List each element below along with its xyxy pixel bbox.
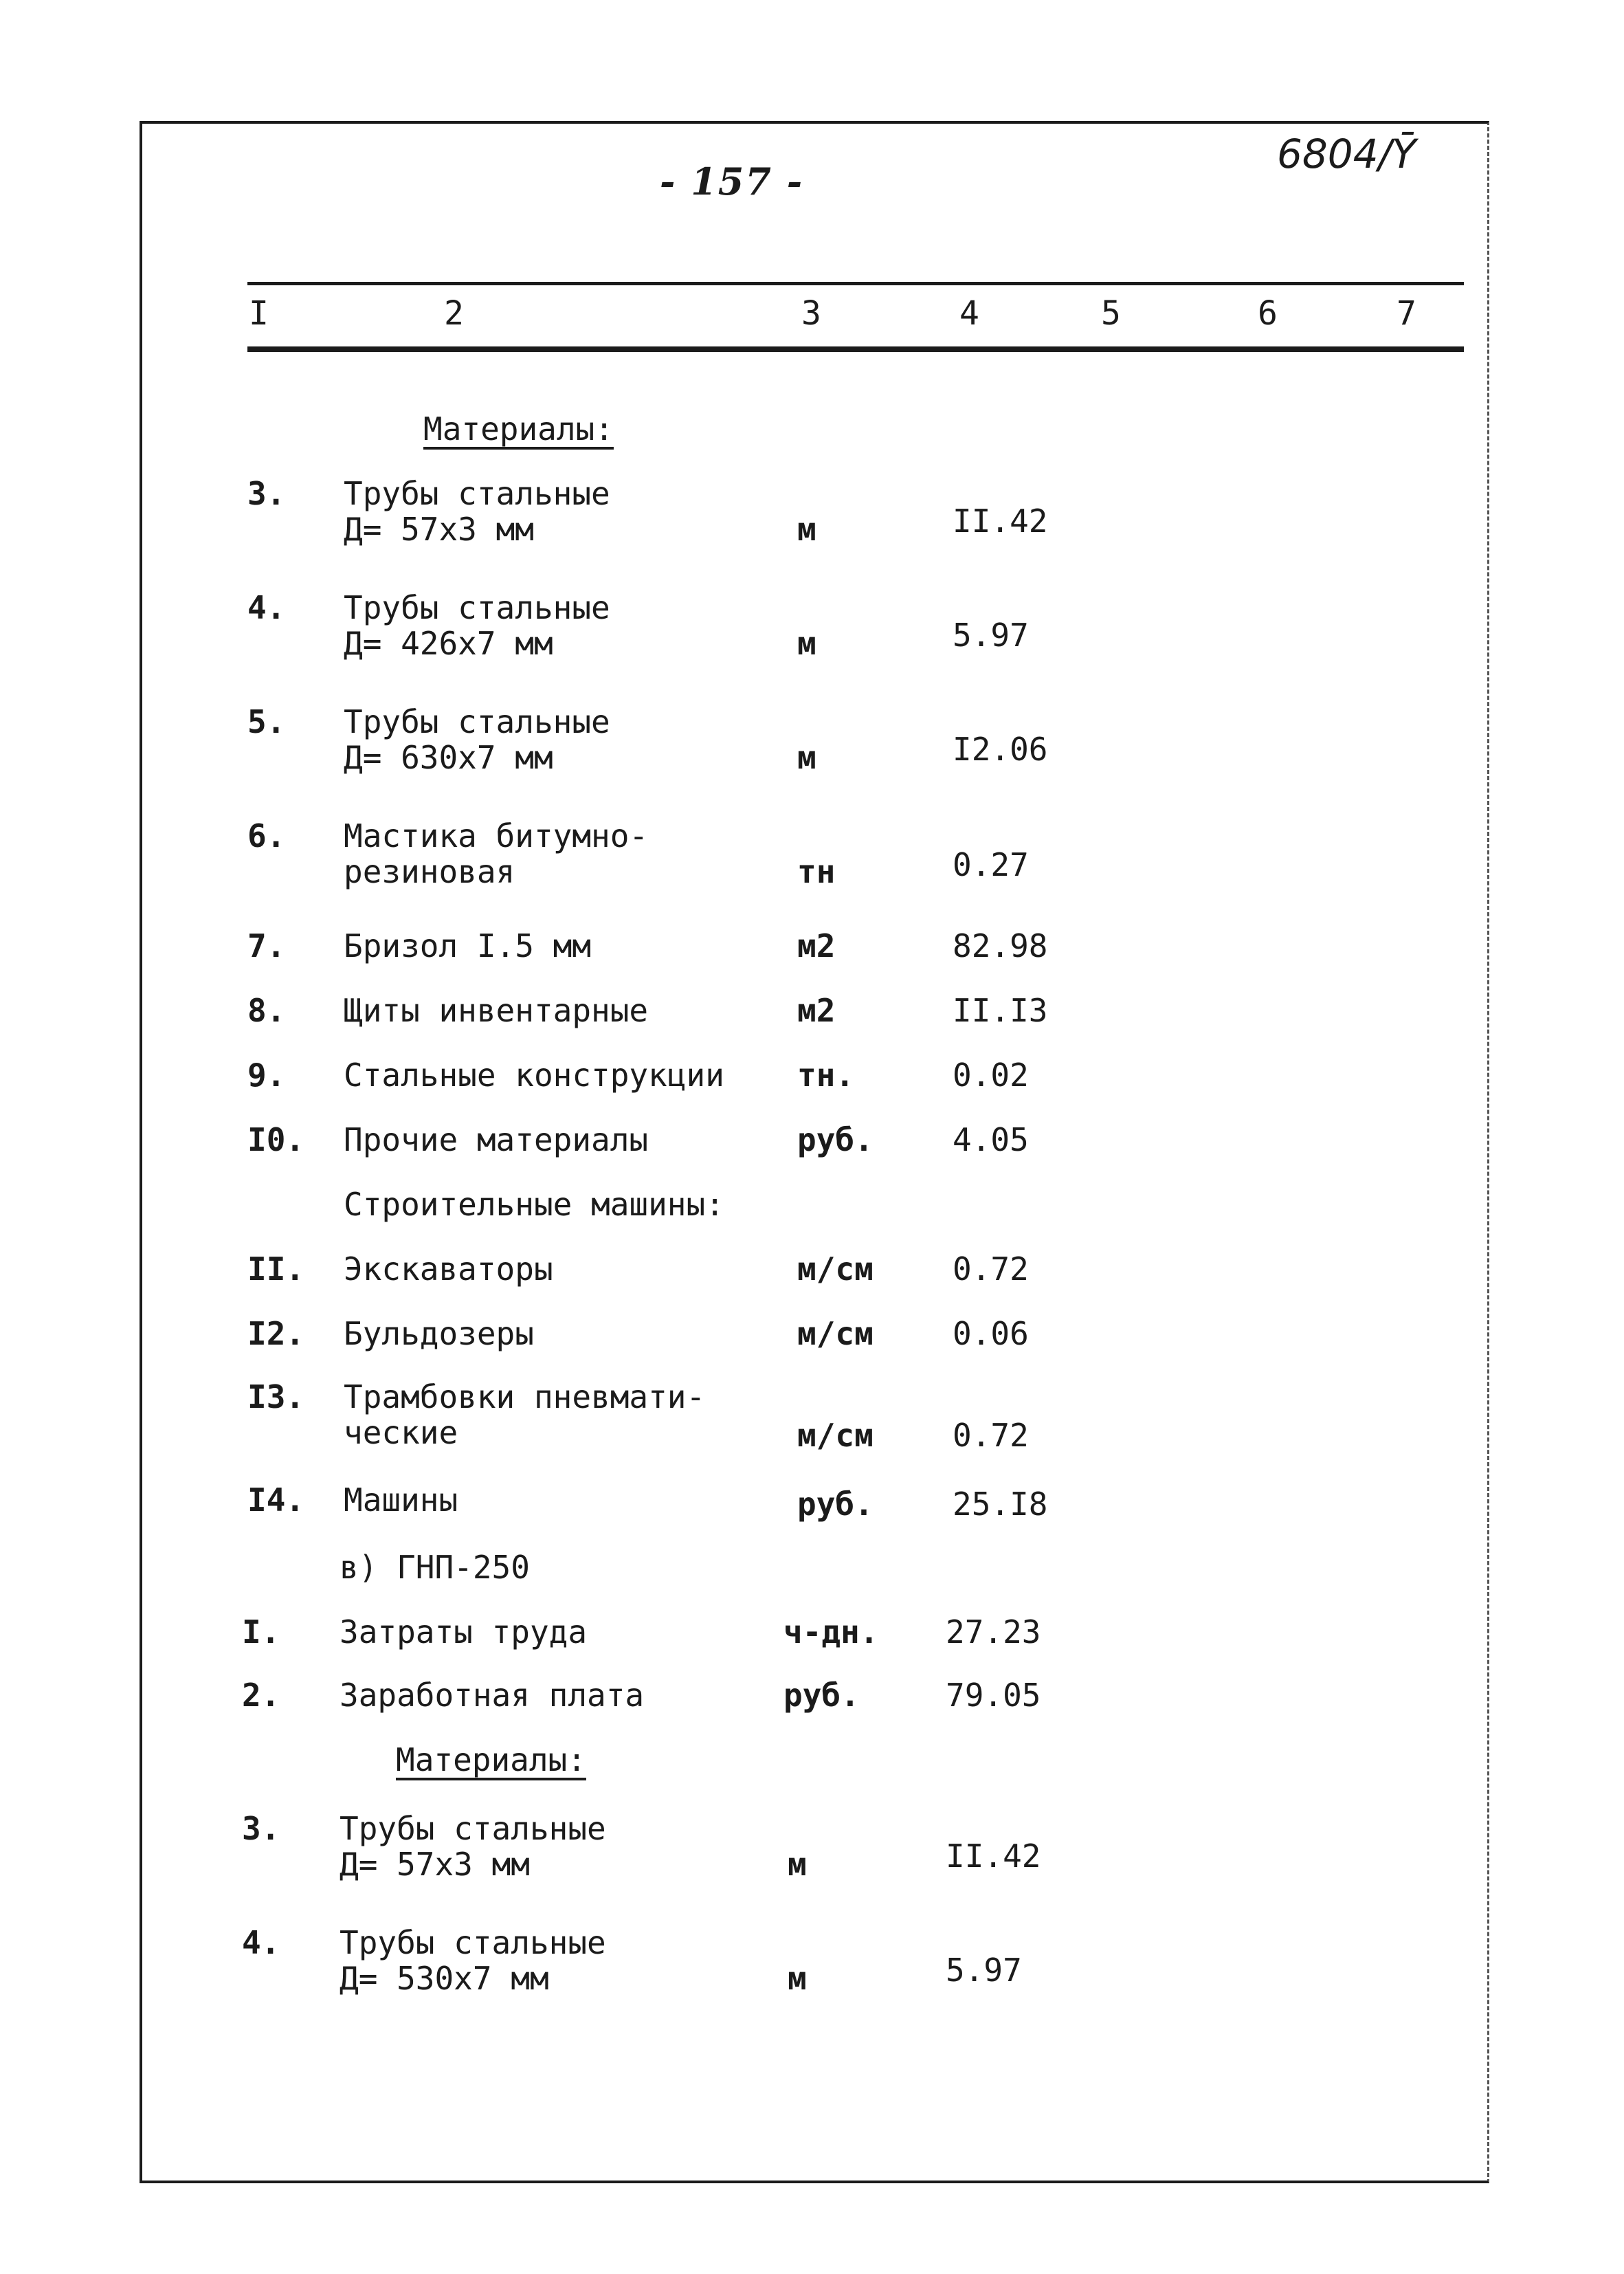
row-name: Трубы стальные Д= 57х3 мм: [344, 475, 610, 548]
row-unit: м2: [797, 927, 836, 964]
row-name: Прочие материалы: [344, 1121, 649, 1158]
table-header-top-rule: [247, 282, 1464, 285]
row-unit: тн: [797, 853, 836, 890]
row-value: 4.05: [953, 1121, 1029, 1158]
row-number: I0.: [247, 1121, 305, 1158]
row-number: 6.: [247, 817, 286, 854]
row-name: Экскаваторы: [344, 1250, 553, 1288]
row-unit: м/см: [797, 1315, 874, 1352]
row-number: 3.: [242, 1810, 280, 1847]
row-unit: тн.: [797, 1057, 855, 1094]
row-number: 4.: [242, 1924, 280, 1961]
row-value: 25.I8: [953, 1486, 1048, 1523]
column-number-1: I: [249, 294, 269, 333]
row-value: 0.27: [953, 846, 1029, 883]
row-name: Машины: [344, 1481, 458, 1519]
row-unit: руб.: [783, 1677, 860, 1714]
row-name: Заработная плата: [340, 1677, 645, 1714]
subsection-heading: в) ГНП-250: [340, 1549, 530, 1586]
row-unit: руб.: [797, 1121, 874, 1158]
row-name: Щиты инвентарные: [344, 992, 649, 1029]
column-number-5: 5: [1101, 294, 1121, 333]
row-number: I4.: [247, 1481, 305, 1519]
row-number: 8.: [247, 992, 286, 1029]
row-number: 3.: [247, 475, 286, 512]
row-unit: м: [788, 1846, 807, 1883]
row-number: I2.: [247, 1315, 305, 1352]
column-number-3: 3: [801, 294, 821, 333]
row-unit: м/см: [797, 1250, 874, 1288]
row-name: Трубы стальные Д= 530х7 мм: [340, 1924, 606, 1997]
section-heading-materials: Материалы:: [423, 410, 614, 448]
row-number: 4.: [247, 589, 286, 626]
row-value: II.42: [953, 503, 1048, 540]
row-value: 27.23: [946, 1613, 1041, 1651]
section-heading-materials: Материалы:: [396, 1741, 586, 1778]
section-heading-machines: Строительные машины:: [344, 1186, 724, 1223]
row-number: 9.: [247, 1057, 286, 1094]
row-value: II.42: [946, 1837, 1041, 1875]
row-unit: ч-дн.: [783, 1613, 879, 1651]
row-value: 0.72: [953, 1417, 1029, 1454]
row-unit: руб.: [797, 1486, 874, 1523]
row-name: Трамбовки пневмати- ческие: [344, 1378, 706, 1451]
row-value: 0.02: [953, 1057, 1029, 1094]
row-value: 0.72: [953, 1250, 1029, 1288]
row-number: I3.: [247, 1378, 305, 1415]
row-unit: м: [788, 1960, 807, 1997]
row-unit: м/см: [797, 1417, 874, 1454]
column-number-4: 4: [959, 294, 979, 333]
row-number: II.: [247, 1250, 305, 1288]
row-number: I.: [242, 1613, 280, 1651]
row-value: I2.06: [953, 731, 1048, 768]
page-number: - 157 -: [660, 159, 804, 203]
row-name: Бульдозеры: [344, 1315, 534, 1352]
row-name: Трубы стальные Д= 57х3 мм: [340, 1810, 606, 1883]
row-name: Стальные конструкции: [344, 1057, 724, 1094]
column-number-7: 7: [1397, 294, 1416, 333]
row-number: 5.: [247, 703, 286, 740]
row-unit: м: [797, 739, 816, 776]
row-value: II.I3: [953, 992, 1048, 1029]
row-unit: м2: [797, 992, 836, 1029]
row-number: 2.: [242, 1677, 280, 1714]
row-name: Трубы стальные Д= 426х7 мм: [344, 589, 610, 662]
row-value: 5.97: [953, 617, 1029, 654]
column-number-2: 2: [444, 294, 464, 333]
row-value: 82.98: [953, 927, 1048, 964]
row-name: Бризол I.5 мм: [344, 927, 592, 964]
table-header-bottom-rule: [247, 346, 1464, 352]
row-value: 0.06: [953, 1315, 1029, 1352]
row-name: Трубы стальные Д= 630х7 мм: [344, 703, 610, 776]
document-code: 6804/Ῡ: [1277, 131, 1416, 177]
row-unit: м: [797, 511, 816, 548]
row-value: 5.97: [946, 1952, 1022, 1989]
row-number: 7.: [247, 927, 286, 964]
row-name: Затраты труда: [340, 1613, 588, 1651]
row-name: Мастика битумно- резиновая: [344, 817, 649, 890]
row-value: 79.05: [946, 1677, 1041, 1714]
column-number-6: 6: [1258, 294, 1278, 333]
row-unit: м: [797, 625, 816, 662]
